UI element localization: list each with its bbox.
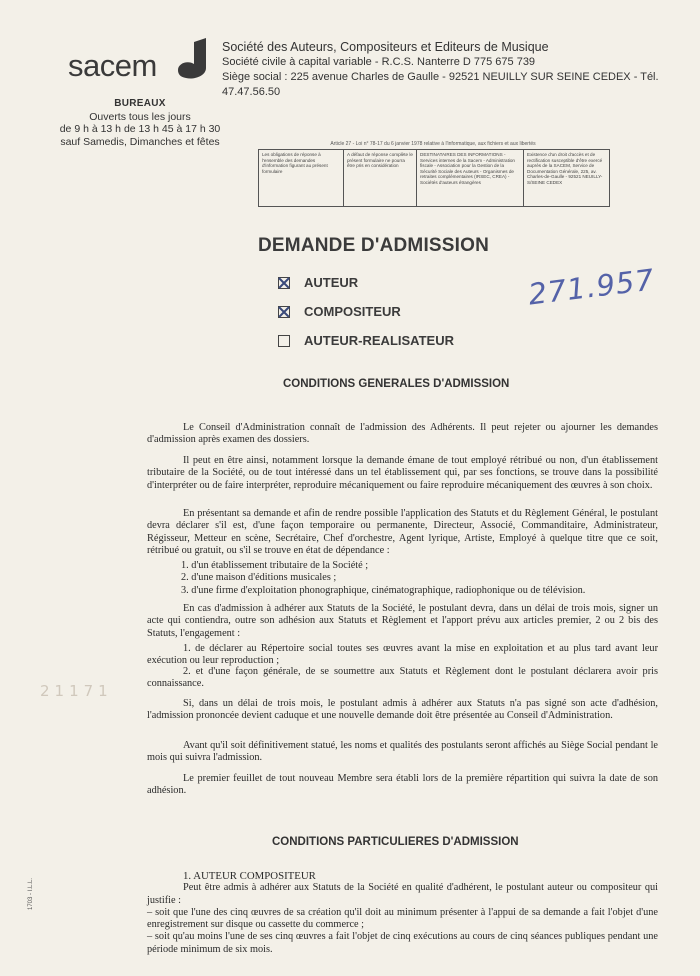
info-cell: Existence d'un droit d'accès et de rectification susceptible d'être exercé auprès de la SACEM, Service de Documentation Générale, 225, av. Charles-de-Gaulle - 92521 NEUILLY-S/SEINE CEDEX	[527, 152, 603, 185]
form-code: 1703 - I.L.L.	[28, 877, 34, 910]
office-hours-line: sauf Samedis, Dimanches et fêtes	[60, 135, 220, 148]
category-auteur-realisateur[interactable]	[278, 333, 454, 348]
paragraph: En présentant sa demande et afin de rendre possible l'application des Statuts et du Règlement Général, le postulant devra déclarer s'il est, d'une façon temporaire ou permanente, Directeur, Associé, Commanditaire, Administrateur, Régisseur, Metteur en scène, Secrétaire, Chef d'orchestre, Agent lyrique, Artiste, Employé à quelque titre que ce soit, rétribué ou gratuit, ou s'il se trouve en état de dépendance :	[147, 508, 658, 556]
checkbox-auteur-realisateur[interactable]	[278, 335, 290, 347]
list-item: – soit que l'une des cinq œuvres de sa création qu'il doit au minimum présenter à l'appui de sa demande a fait l'objet d'une enregistrement sur disque ou cassette du commerce ;	[147, 906, 658, 931]
paragraph: Peut être admis à adhérer aux Statuts de la Société en qualité d'adhérent, le postulant auteur ou compositeur qui justifie :	[147, 882, 658, 906]
sacem-logo-text: sacem	[68, 48, 157, 83]
org-legal: Société civile à capital variable - R.C.S. Nanterre D 775 675 739	[222, 56, 536, 68]
org-name: Société des Auteurs, Compositeurs et Editeurs de Musique	[222, 40, 549, 54]
category-auteur[interactable]	[278, 275, 358, 290]
category-compositeur[interactable]	[278, 304, 401, 319]
body-text	[147, 643, 658, 668]
checkbox-auteur[interactable]	[278, 277, 290, 289]
list-item: – soit qu'au moins l'une de ses cinq œuvres a fait l'objet de cinq exécutions au cours de cinq séances publiques pendant une période minimum de six mois.	[147, 931, 658, 955]
organization-info	[222, 40, 682, 100]
office-hours-line: de 9 h à 13 h de 13 h 45 à 17 h 30	[59, 123, 221, 135]
paragraph: Avant qu'il soit définitivement statué, les noms et qualités des postulants seront affichés au Siège Social pendant le mois qui suivra l'admission.	[147, 740, 658, 764]
office-hours-title: BUREAUX	[114, 98, 166, 109]
list	[147, 560, 658, 597]
paragraph: 1. de déclarer au Répertoire social toutes ses œuvres avant la mise en exploitation et au plus tard avant leur exécution ou leur reproduction ;	[147, 643, 658, 667]
sacem-logo-note-icon	[170, 38, 210, 82]
page-title: DEMANDE D'ADMISSION	[258, 235, 490, 256]
section-heading-particular: CONDITIONS PARTICULIERES D'ADMISSION	[272, 836, 519, 848]
body-text	[147, 603, 658, 640]
list-item: 2. d'une maison d'éditions musicales ;	[181, 572, 337, 584]
body-text	[147, 773, 658, 798]
privacy-info-box	[258, 149, 610, 207]
paragraph: Le Conseil d'Administration connaît de l'admission des Adhérents. Il peut rejeter ou ajourner les demandes d'admission après examen des dossiers.	[147, 422, 658, 446]
body-text	[147, 698, 658, 723]
category-label: AUTEUR-REALISATEUR	[304, 333, 454, 348]
law-reference: Article 27 - Loi n° 78-17 du 6 janvier 1978 relative à l'informatique, aux fichiers et aux libertés	[330, 141, 536, 147]
handwritten-member-number: 271.957	[526, 262, 657, 312]
paragraph: En cas d'admission à adhérer aux Statuts de la Société, le postulant devra, dans un délai de trois mois, signer un acte qui contiendra, outre son adhésion aux Statuts et Règlement et l'apport prévu aux articles premier, 2 ou 2 bis des Statuts, l'engagement :	[147, 603, 658, 639]
body-text	[147, 455, 658, 492]
info-cell: DESTINATAIRES DES INFORMATIONS - Services internes de la Sacem - Administration fiscale - Association pour la Gestion de la Sécurité Sociale des Auteurs - Organismes de retraites complémentaires (IRSEC, CREA) - Sociétés d'auteurs étrangères	[417, 150, 524, 206]
body-text	[147, 508, 658, 557]
body-text	[147, 870, 658, 956]
faint-show-through: 21171	[40, 682, 113, 700]
checkbox-compositeur[interactable]	[278, 306, 290, 318]
list-item: 3. d'une firme d'exploitation phonographique, cinématographique, radiophonique ou de télévision.	[181, 584, 586, 596]
category-label: AUTEUR	[304, 275, 359, 290]
info-cell: Les obligations de réponse à l'ensemble des demandes d'information figurant au présent formulaire	[259, 150, 344, 206]
category-label: COMPOSITEUR	[304, 304, 401, 319]
body-text	[147, 422, 658, 447]
info-cell: A défaut de réponse complète le présent formulaire ne pourra être pris en considération	[344, 150, 417, 206]
body-text	[147, 740, 658, 765]
section-heading-general: CONDITIONS GENERALES D'ADMISSION	[283, 378, 510, 390]
paragraph: 2. et d'une façon générale, de se soumettre aux Statuts et Règlement dont le postulant déclarera avoir pris connaissance.	[147, 666, 658, 690]
body-text	[147, 666, 658, 691]
paragraph: Si, dans un délai de trois mois, le postulant admis à adhérer aux Statuts n'a pas signé son acte d'adhésion, l'admission prononcée devient caduque et une nouvelle demande doit être présentée au Conseil d'Administration.	[147, 698, 658, 722]
subheading: 1. AUTEUR COMPOSITEUR	[183, 870, 316, 882]
paragraph: Le premier feuillet de tout nouveau Membre sera établi lors de la première répartition qui suivra la date de son adhésion.	[147, 773, 658, 797]
office-hours	[55, 98, 225, 148]
org-address: Siège social : 225 avenue Charles de Gaulle - 92521 NEUILLY SUR SEINE CEDEX - Tél. 47.47.56.50	[222, 71, 659, 98]
paragraph: Il peut en être ainsi, notamment lorsque la demande émane de tout employé rétribué ou non, d'un établissement tributaire de la Société, ou de tout intéressé dans un tel établissement qui, par ses fonctions, se trouve dans la possibilité d'interpréter ou de faire interpréter, reproduire mécaniquement ou faire reproduire mécaniquement des œuvres à son choix.	[147, 455, 658, 491]
office-hours-line: Ouverts tous les jours	[89, 110, 191, 123]
list-item: 1. d'un établissement tributaire de la Société ;	[181, 560, 369, 571]
